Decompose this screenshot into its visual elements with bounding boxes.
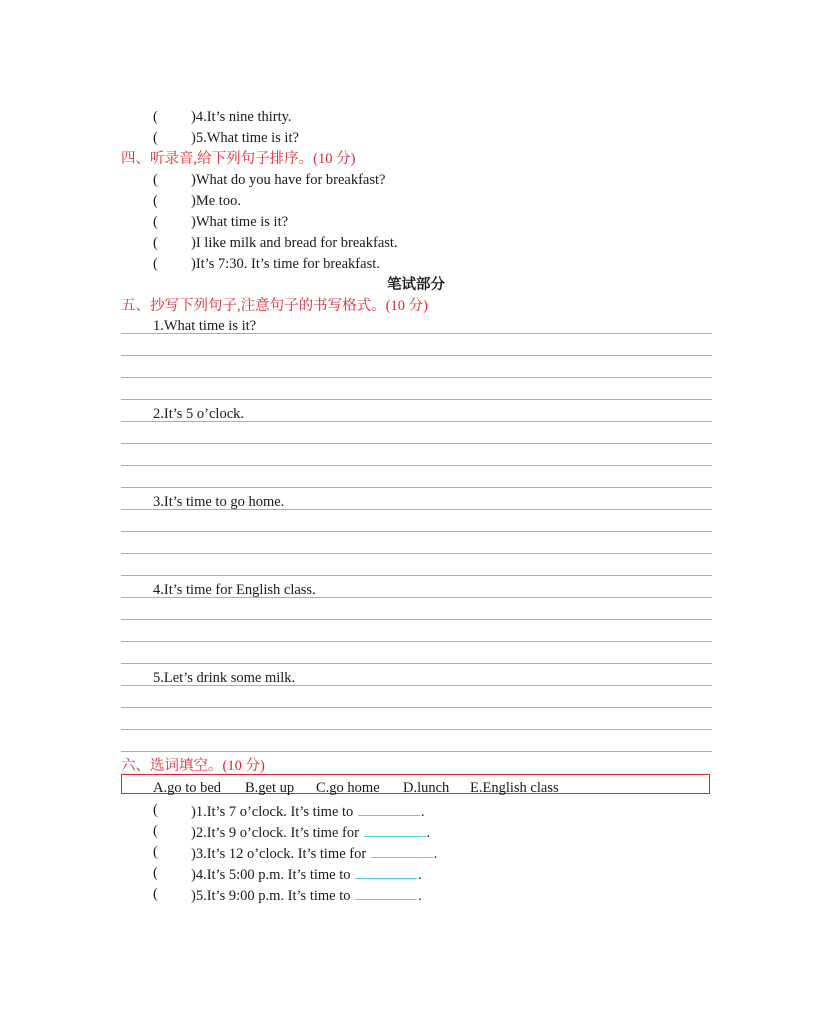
word-option: E.English class [470, 780, 559, 796]
writing-line[interactable] [121, 707, 712, 708]
writing-line[interactable] [121, 575, 712, 576]
writing-line[interactable] [121, 465, 712, 466]
copy-sentence: 1.What time is it? [153, 318, 257, 334]
word-option: C.go home [316, 780, 380, 796]
copy-sentence: 4.It’s time for English class. [153, 582, 316, 598]
writing-line[interactable] [121, 487, 712, 488]
answer-paren[interactable]: ( [153, 172, 158, 188]
writing-line[interactable] [121, 597, 712, 598]
answer-paren[interactable]: ( [153, 865, 158, 881]
fill-blank[interactable] [355, 864, 417, 879]
answer-paren[interactable]: ( [153, 802, 158, 818]
writing-line[interactable] [121, 751, 712, 752]
answer-paren[interactable]: ( [153, 235, 158, 251]
answer-paren[interactable]: ( [153, 214, 158, 230]
answer-paren[interactable]: ( [153, 130, 158, 146]
writing-line[interactable] [121, 377, 712, 378]
writing-line[interactable] [121, 421, 712, 422]
fill-blank[interactable] [364, 822, 426, 837]
answer-paren[interactable]: ( [153, 109, 158, 125]
answer-paren[interactable]: ( [153, 844, 158, 860]
copy-sentence: 3.It’s time to go home. [153, 494, 285, 510]
answer-paren[interactable]: ( [153, 823, 158, 839]
answer-paren[interactable]: ( [153, 256, 158, 272]
copy-sentence: 5.Let’s drink some milk. [153, 670, 296, 686]
section-6-title: 六、选词填空。(10 分) [121, 758, 265, 774]
writing-line[interactable] [121, 553, 712, 554]
word-option: A.go to bed [153, 780, 222, 796]
fill-blank[interactable] [358, 801, 420, 816]
fill-blank[interactable] [355, 885, 417, 900]
answer-paren[interactable]: ( [153, 886, 158, 902]
writing-line[interactable] [121, 619, 712, 620]
section-4-title: 四、听录音,给下列句子排序。(10 分) [121, 151, 356, 167]
writing-line[interactable] [121, 399, 712, 400]
written-part-title: 笔试部分 [387, 277, 445, 293]
writing-line[interactable] [121, 509, 712, 510]
writing-line[interactable] [121, 531, 712, 532]
section-5-title: 五、抄写下列句子,注意句子的书写格式。(10 分) [121, 298, 428, 314]
copy-sentence: 2.It’s 5 o’clock. [153, 406, 245, 422]
writing-line[interactable] [121, 333, 712, 334]
writing-line[interactable] [121, 685, 712, 686]
writing-line[interactable] [121, 663, 712, 664]
fill-blank[interactable] [371, 843, 433, 858]
writing-line[interactable] [121, 729, 712, 730]
word-option: B.get up [245, 780, 295, 796]
answer-paren[interactable]: ( [153, 193, 158, 209]
writing-line[interactable] [121, 355, 712, 356]
word-option: D.lunch [403, 780, 450, 796]
writing-line[interactable] [121, 443, 712, 444]
writing-line[interactable] [121, 641, 712, 642]
